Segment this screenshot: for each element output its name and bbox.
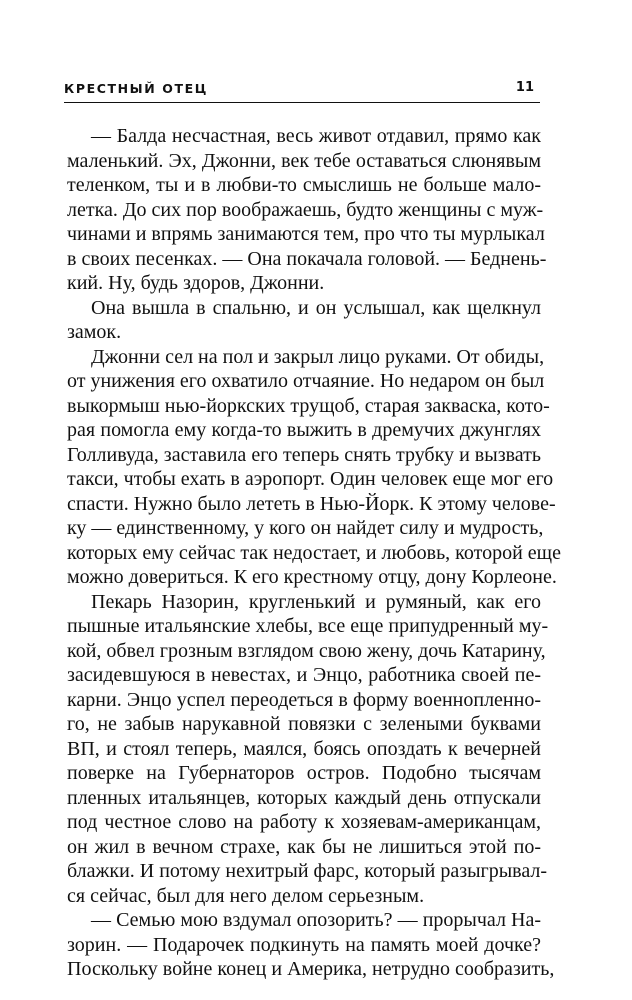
paragraph (67, 590, 549, 909)
page-header (64, 80, 540, 103)
text-line: Она вышла в спальню, и он услышал, как щелкнул (91, 296, 541, 319)
text-line: — Семью мою вздумал опозорить? — прорычал На- (91, 909, 541, 931)
text-line: рая помогла ему когда-то выжить в дремучих джунглях (67, 419, 541, 441)
text-line: чинами и впрямь занимаются тем, про что ты мурлыкал (67, 223, 545, 245)
text-line: го, не забыв нарукавной повязки с зелеными буквами (67, 713, 541, 735)
text-line: он жил в вечном страхе, как бы не лишиться этой по- (67, 835, 541, 858)
text-line: пышные итальянские хлебы, все еще припудренный му- (67, 615, 549, 637)
running-title: КРЕСТНЫЙ ОТЕЦ (64, 81, 208, 96)
text-line: теленком, ты и в любви-то смыслишь не больше мало- (67, 174, 541, 196)
text-line: спасти. Нужно было лететь в Нью-Йорк. К этому челове- (67, 492, 556, 515)
text-line: ВП, и стоял теперь, маялся, боясь опоздать к вечерней (67, 737, 541, 760)
text-line: ку — единственному, у кого он найдет силу и мудрость, (67, 517, 544, 539)
text-line: маленький. Эх, Джонни, век тебе оставаться слюнявым (67, 149, 541, 172)
text-line: зорин. — Подарочек подкинуть на память моей дочке? (67, 933, 541, 956)
text-line: блажки. И потому нехитрый фарс, который разыгрывал- (67, 860, 548, 882)
paragraph (67, 296, 541, 345)
page-number: 11 (515, 80, 534, 95)
text-line: в своих песенках. — Она покачала головой. — Беднень- (67, 247, 547, 270)
text-line: Джонни сел на пол и закрыл лицо руками. От обиды, (91, 345, 545, 368)
text-line: кой, обвел грозным взглядом свою жену, дочь Катарину, (67, 639, 546, 662)
text-line: карни. Энцо успел переодеться в форму военнопленно- (67, 688, 541, 711)
text-line: под честное слово на работу к хозяевам-американцам, (67, 811, 541, 833)
text-line: можно довериться. К его крестному отцу, дону Корлеоне. (67, 566, 557, 588)
paragraph (67, 124, 547, 296)
text-line: замок. (67, 321, 122, 343)
text-line: — Балда несчастная, весь живот отдавил, прямо как (91, 125, 541, 147)
text-line: Пекарь Назорин, кругленький и румяный, как его (91, 590, 541, 613)
text-line: поверке на Губернаторов остров. Подобно тысячам (67, 762, 541, 784)
text-line: от унижения его охватило отчаяние. Но недаром он был (67, 370, 545, 392)
paragraph (67, 908, 555, 982)
text-line: ся сейчас, был для него делом серьезным. (67, 884, 425, 907)
paragraph (67, 345, 561, 590)
text-line: засидевшуюся в невестах, и Энцо, работника своей пе- (67, 664, 541, 686)
text-line: такси, чтобы ехать в аэропорт. Один человек еще мог его (67, 468, 554, 490)
text-line: кий. Ну, будь здоров, Джонни. (67, 272, 325, 294)
text-line: выкормыш нью-йоркских трущоб, старая закваска, кото- (67, 394, 550, 417)
body-text (67, 124, 561, 982)
text-line: летка. До сих пор воображаешь, будто женщины с муж- (67, 198, 544, 221)
text-line: пленных итальянцев, которых каждый день отпускали (67, 786, 541, 809)
text-line: Поскольку войне конец и Америка, нетрудно сообразить, (67, 958, 555, 980)
text-line: Голливуда, заставила его теперь снять трубку и вызвать (67, 443, 541, 466)
text-line: которых ему сейчас так недостает, и любовь, которой еще (67, 541, 561, 564)
